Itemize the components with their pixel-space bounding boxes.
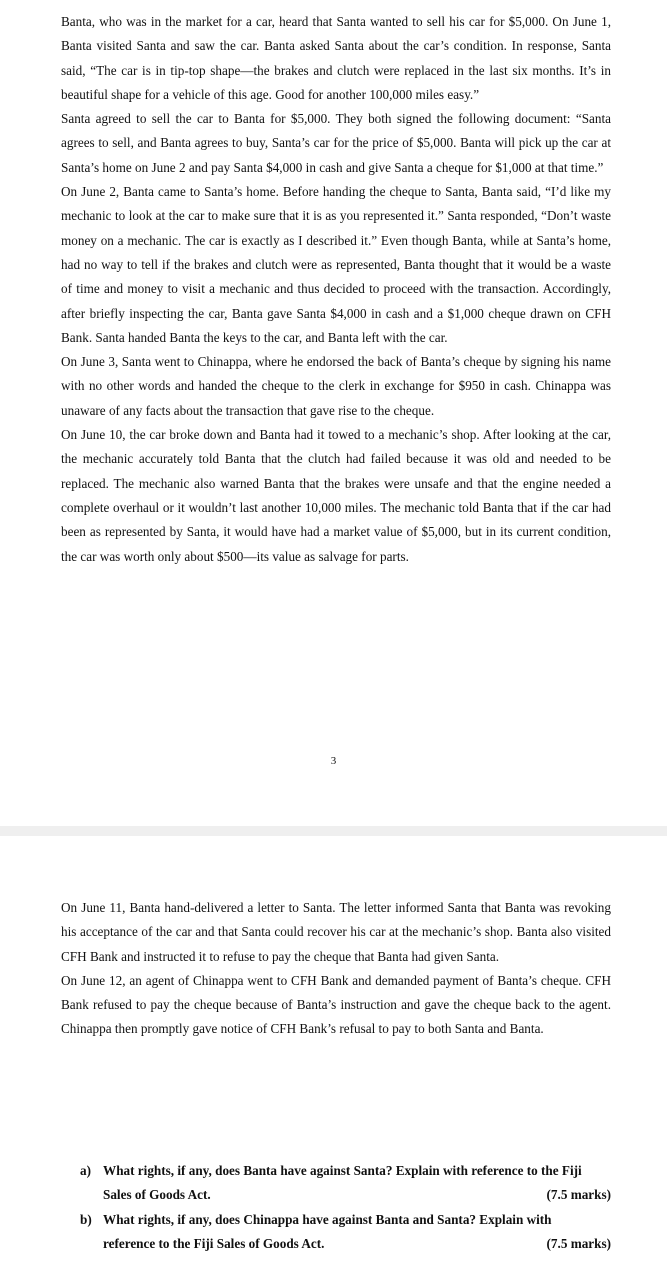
question-marks: (7.5 marks) <box>546 1235 611 1251</box>
paragraph-car-breakdown: On June 10, the car broke down and Banta had it towed to a mechanic’s shop. After looking at the car, the mechanic accurately told Banta that the clutch had failed because it was old and needed to be replaced. The mechanic also warned Banta that the brakes were unsafe and that the engine needed a complete overhaul or it wouldn’t last another 10,000 miles. The mechanic told Banta that if the car had been as represented by Santa, it would have had a market value of $5,000, but in its current condition, the car was worth only about $500—its value as salvage for parts. <box>61 427 611 564</box>
question-list <box>80 1159 611 1256</box>
page-separator <box>0 826 667 836</box>
paragraph-cheque-dishonour: On June 12, an agent of Chinappa went to CFH Bank and demanded payment of Banta’s cheque. CFH Bank refused to pay the cheque because of Banta’s instruction and gave the cheque back to the agent. Chinappa then promptly gave notice of CFH Bank’s refusal to pay to both Santa and Banta. <box>61 972 611 1037</box>
question-text-line-2: Sales of Goods Act. <box>103 1187 211 1203</box>
page-2-body <box>61 896 611 1042</box>
question-text-line-2: reference to the Fiji Sales of Goods Act. <box>103 1235 325 1251</box>
paragraph-car-offer: Banta, who was in the market for a car, heard that Santa wanted to sell his car for $5,000. On June 1, Banta visited Santa and saw the car. Banta asked Santa about the car’s condition. In response, Santa said, “The car is in tip-top shape—the brakes and clutch were replaced in the last six months. It’s in beautiful shape for a vehicle of this age. Good for another 100,000 miles easy.” <box>61 14 611 102</box>
page-1-body <box>61 10 611 569</box>
page-number: 3 <box>330 755 337 767</box>
question-letter: b) <box>80 1211 92 1227</box>
question-marks: (7.5 marks) <box>546 1187 611 1203</box>
question-item <box>80 1159 611 1208</box>
paragraph-revocation-letter: On June 11, Banta hand-delivered a letter to Santa. The letter informed Santa that Banta was revoking his acceptance of the car and that Santa could recover his car at the mechanic’s shop. Banta also visited CFH Bank and instructed it to refuse to pay the cheque that Banta had given Santa. <box>61 900 611 964</box>
paragraph-june-2-transaction: On June 2, Banta came to Santa’s home. Before handing the cheque to Santa, Banta said, “I’d like my mechanic to look at the car to make sure that it is as you represented it.” Santa responded, “Don’t waste money on a mechanic. The car is exactly as I described it.” Even though Banta, while at Santa’s home, had no way to tell if the brakes and clutch were as represented, Banta thought that it would be a waste of time and money to visit a mechanic and thus decided to proceed with the transaction. Accordingly, after briefly inspecting the car, Banta gave Santa $4,000 in cash and a $1,000 cheque drawn on CFH Bank. Santa handed Banta the keys to the car, and Banta left with the car. <box>61 184 611 345</box>
question-letter: a) <box>80 1163 91 1178</box>
question-text-line-1: What rights, if any, does Banta have against Santa? Explain with reference to the Fiji <box>103 1163 582 1178</box>
question-item <box>80 1208 611 1257</box>
question-text-line-1: What rights, if any, does Chinappa have against Banta and Santa? Explain with <box>103 1211 552 1227</box>
paragraph-cheque-endorsement: On June 3, Santa went to Chinappa, where he endorsed the back of Banta’s cheque by signing his name with no other words and handed the cheque to the clerk in exchange for $950 in cash. Chinappa was unaware of any facts about the transaction that gave rise to the cheque. <box>61 354 611 418</box>
paragraph-sale-agreement: Santa agreed to sell the car to Banta for $5,000. They both signed the following document: “Santa agrees to sell, and Banta agrees to buy, Santa’s car for the price of $5,000. Banta will pick up the car at Santa’s home on June 2 and pay Santa $4,000 in cash and give Santa a cheque for $1,000 at that time.” <box>61 111 611 175</box>
